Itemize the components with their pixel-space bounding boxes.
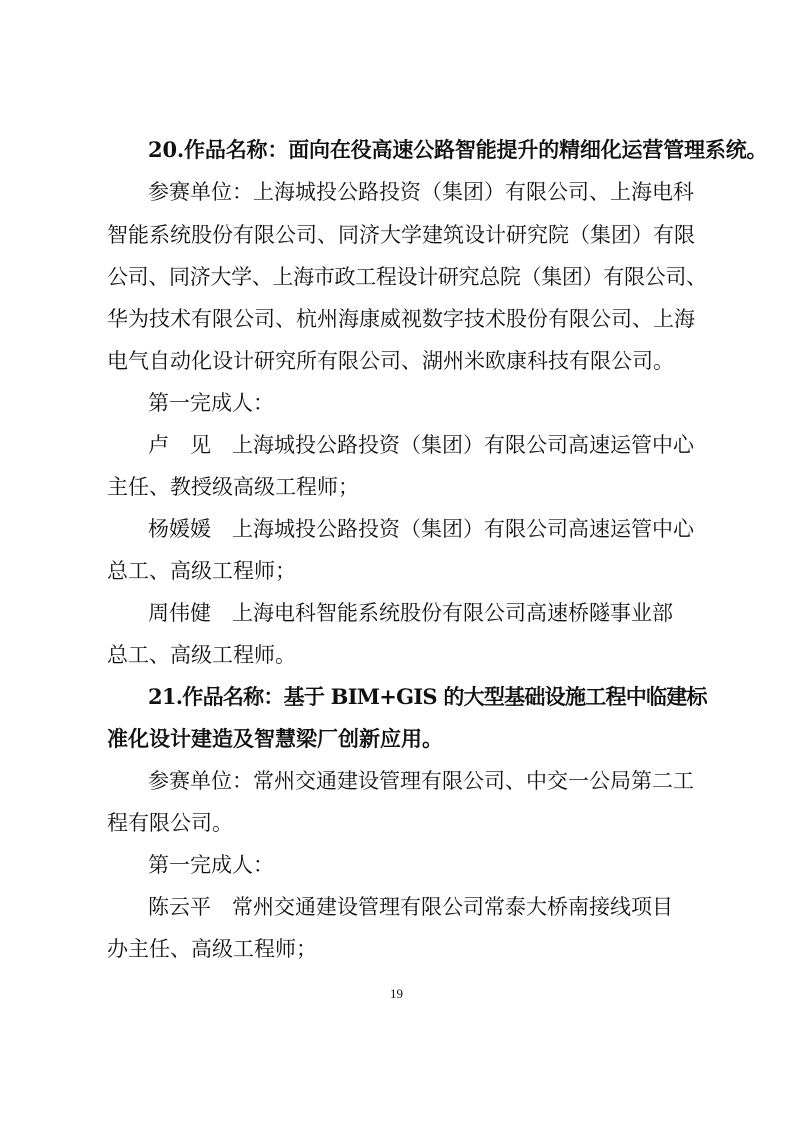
section-20-units-line-1: 参赛单位：上海城投公路投资（集团）有限公司、上海电科 <box>148 180 694 204</box>
section-20-person-2-line-1: 杨媛媛 上海城投公路投资（集团）有限公司高速运管中心 <box>148 517 694 541</box>
section-20-title: 20.作品名称：面向在役高速公路智能提升的精细化运营管理系统。 <box>148 137 768 162</box>
section-20-completers-heading: 第一完成人： <box>148 391 274 415</box>
section-21-units-line-1: 参赛单位：常州交通建设管理有限公司、中交一公局第二工 <box>148 769 694 793</box>
section-20-units-line-3: 公司、同济大学、上海市政工程设计研究总院（集团）有限公司、 <box>107 265 707 289</box>
section-21-person-1-line-1: 陈云平 常州交通建设管理有限公司常泰大桥南接线项目 <box>148 895 673 919</box>
section-21-completers-heading: 第一完成人： <box>148 853 274 877</box>
section-20-person-3-line-1: 周伟健 上海电科智能系统股份有限公司高速桥隧事业部 <box>148 601 673 625</box>
section-20-units-line-4: 华为技术有限公司、杭州海康威视数字技术股份有限公司、上海 <box>107 307 695 331</box>
section-21-title-line-2: 准化设计建造及智慧梁厂创新应用。 <box>107 726 443 751</box>
section-21-person-1-line-2: 办主任、高级工程师； <box>107 937 317 961</box>
section-21-title-line-1: 21.作品名称：基于 BIM+GIS 的大型基础设施工程中临建标 <box>148 684 707 709</box>
section-20-person-3-line-2: 总工、高级工程师。 <box>107 643 296 667</box>
section-21-units-line-2: 程有限公司。 <box>107 811 233 835</box>
section-20-person-1-line-2: 主任、教授级高级工程师； <box>107 475 359 499</box>
section-20-units-line-2: 智能系统股份有限公司、同济大学建筑设计研究院（集团）有限 <box>107 223 695 247</box>
section-20-person-2-line-2: 总工、高级工程师； <box>107 559 296 583</box>
section-20-person-1-line-1: 卢 见 上海城投公路投资（集团）有限公司高速运管中心 <box>148 433 694 457</box>
page-number: 19 <box>390 986 403 1001</box>
section-20-units-line-5: 电气自动化设计研究所有限公司、湖州米欧康科技有限公司。 <box>107 349 674 373</box>
